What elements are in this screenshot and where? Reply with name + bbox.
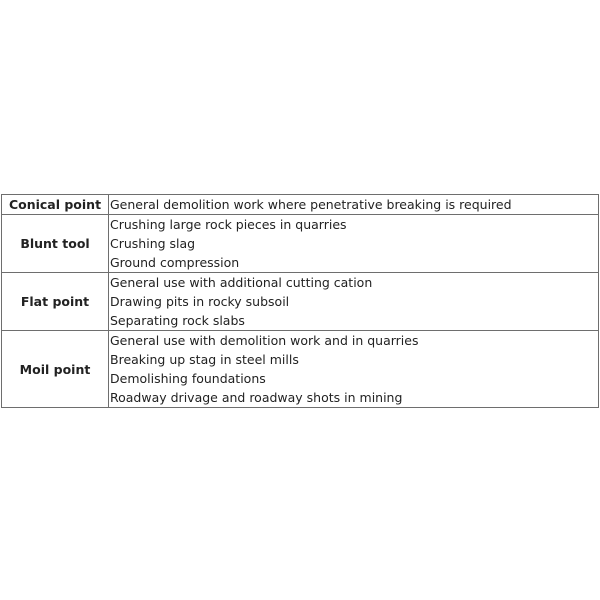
tool-uses-cell bbox=[109, 195, 599, 215]
use-line: Breaking up stag in steel mills bbox=[110, 352, 299, 367]
tool-uses-cell bbox=[109, 273, 599, 331]
use-line: General demolition work where penetrative breaking is required bbox=[110, 197, 512, 212]
tool-uses-cell bbox=[109, 331, 599, 408]
tool-name-cell: Conical point bbox=[2, 195, 109, 215]
use-line: Ground compression bbox=[110, 255, 240, 270]
table-row bbox=[2, 215, 599, 273]
use-line: General use with demolition work and in quarries bbox=[110, 333, 419, 348]
use-line: General use with additional cutting cation bbox=[110, 275, 373, 290]
use-line: Crushing slag bbox=[110, 236, 196, 251]
tool-uses-cell bbox=[109, 215, 599, 273]
tool-name-cell: Moil point bbox=[2, 331, 109, 408]
use-line: Demolishing foundations bbox=[110, 371, 266, 386]
use-line: Crushing large rock pieces in quarries bbox=[110, 217, 347, 232]
use-line: Separating rock slabs bbox=[110, 313, 245, 328]
table-row bbox=[2, 331, 599, 408]
table-row bbox=[2, 195, 599, 215]
table-row bbox=[2, 273, 599, 331]
tool-name-cell: Flat point bbox=[2, 273, 109, 331]
use-line: Roadway drivage and roadway shots in mining bbox=[110, 390, 403, 405]
use-line: Drawing pits in rocky subsoil bbox=[110, 294, 290, 309]
tool-applications-table bbox=[1, 194, 599, 408]
tool-name-cell: Blunt tool bbox=[2, 215, 109, 273]
